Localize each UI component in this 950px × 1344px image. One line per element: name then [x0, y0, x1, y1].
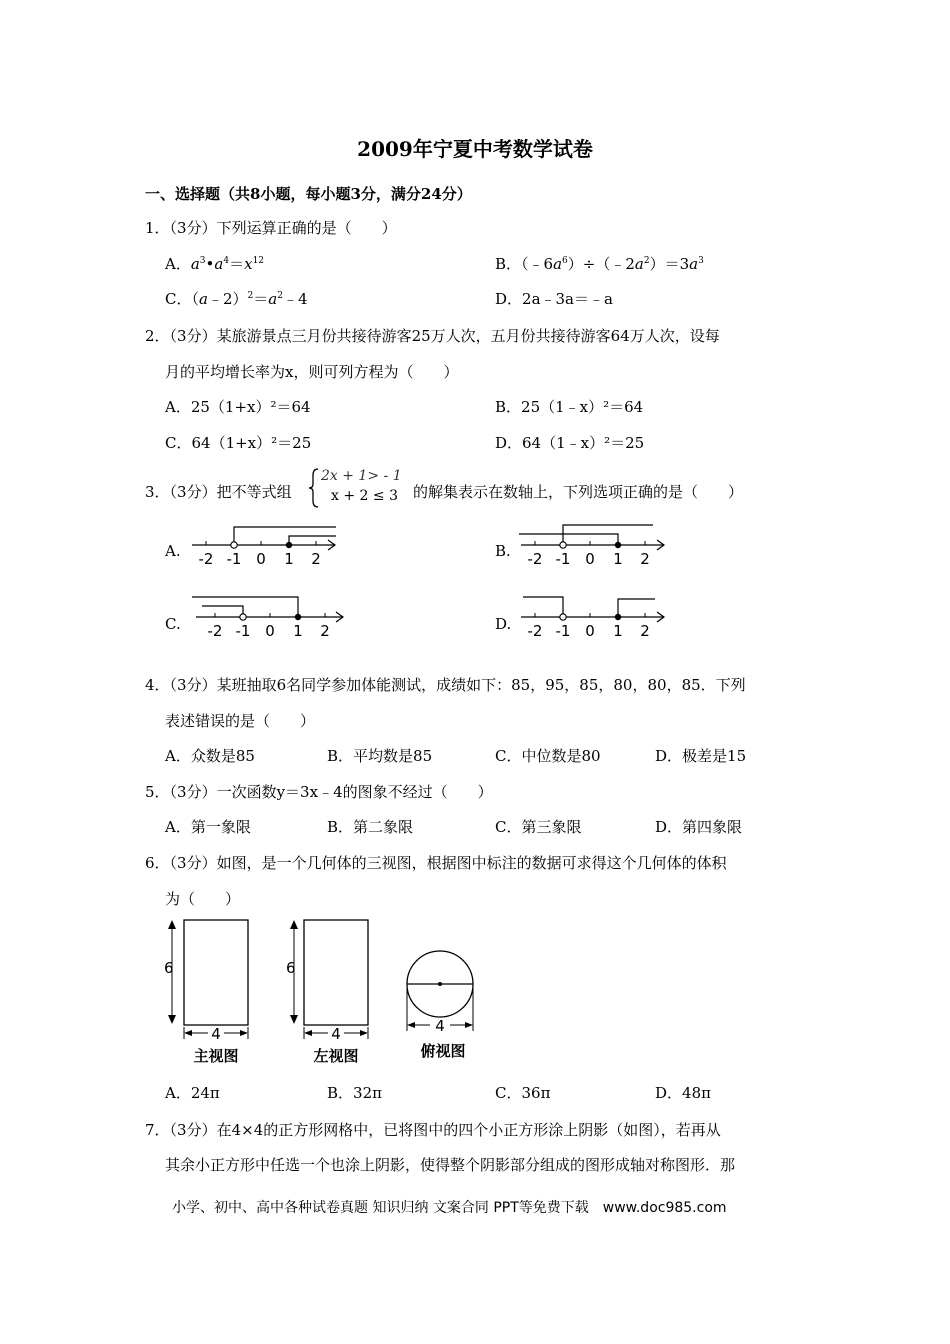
question-4-option-d: D．极差是15 — [655, 747, 747, 765]
number-line-a — [190, 522, 340, 568]
question-5-stem: 5．（3分）一次函数y＝3x﹣4的图象不经过（ ） — [145, 783, 493, 801]
question-5-option-c: C．第三象限 — [495, 818, 582, 836]
number-line-d — [519, 592, 669, 640]
question-5-option-a: A．第一象限 — [165, 818, 251, 836]
question-3-stem-prefix: 3．（3分）把不等式组 — [145, 483, 292, 501]
question-4-stem-line1: 4．（3分）某班抽取6名同学参加体能测试，成绩如下：85，95，85，80，80，85．下列 — [145, 676, 746, 694]
side-width-label: 4 — [331, 1025, 341, 1043]
side-view-caption: 左视图 — [313, 1047, 359, 1065]
tick-label: -1 — [555, 622, 571, 640]
three-view-figure — [160, 915, 490, 1070]
question-1-option-d: D．2a﹣3a＝﹣a — [495, 290, 613, 308]
tick-label: -1 — [226, 550, 242, 568]
question-2-option-a: A．25（1+x）²＝64 — [165, 398, 311, 416]
tick-label: 2 — [640, 550, 650, 568]
question-2-option-d: D．64（1﹣x）²＝25 — [495, 434, 645, 452]
question-1-option-b: B．$(﹣6a^6)\div(﹣2a^2)=3a^3$ — [495, 255, 704, 273]
tick-label: 2 — [640, 622, 650, 640]
question-3-option-a-label: A. — [165, 542, 181, 560]
question-6-option-a: A．24π — [165, 1084, 220, 1102]
question-5-option-b: B．第二象限 — [327, 818, 414, 836]
question-6-option-b: B．32π — [327, 1084, 382, 1102]
brace-icon — [308, 467, 320, 509]
top-view — [407, 951, 473, 1060]
tick-label: 2 — [311, 550, 321, 568]
tick-label: -2 — [207, 622, 223, 640]
question-1-option-a: A．$a^3•a^4=x^{12}$ — [165, 255, 265, 273]
question-4-option-c: C．中位数是80 — [495, 747, 601, 765]
question-2-option-b: B．25（1﹣x）²＝64 — [495, 398, 644, 416]
question-6-stem-line1: 6．（3分）如图，是一个几何体的三视图，根据图中标注的数据可求得这个几何体的体积 — [145, 854, 727, 872]
tick-label: 0 — [265, 622, 275, 640]
front-width-label: 4 — [211, 1025, 221, 1043]
question-5-option-d: D．第四象限 — [655, 818, 743, 836]
number-line-c — [190, 592, 348, 640]
front-view — [164, 920, 248, 1065]
tick-label: -2 — [527, 550, 543, 568]
question-6-stem-line2: 为（ ） — [165, 890, 241, 908]
question-3-option-d-label: D. — [495, 615, 512, 633]
tick-label: 1 — [613, 622, 623, 640]
page-title: 2009年宁夏中考数学试卷 — [357, 137, 593, 161]
top-view-caption: 俯视图 — [420, 1042, 466, 1060]
tick-label: 0 — [256, 550, 266, 568]
question-2-stem-line2: 月的平均增长率为x，则可列方程为（ ） — [165, 363, 459, 381]
tick-label: -2 — [527, 622, 543, 640]
tick-label: 1 — [613, 550, 623, 568]
question-1-stem: 1．（3分）下列运算正确的是（ ） — [145, 219, 397, 237]
question-3-stem-suffix: 的解集表示在数轴上，下列选项正确的是（ ） — [413, 483, 744, 501]
question-4-option-b: B．平均数是85 — [327, 747, 433, 765]
question-2-option-c: C．64（1+x）²＝25 — [165, 434, 312, 452]
side-view — [286, 920, 368, 1065]
question-2-stem-line1: 2．（3分）某旅游景点三月份共接待游客25万人次，五月份共接待游客64万人次，设每 — [145, 327, 720, 345]
question-4-stem-line2: 表述错误的是（ ） — [165, 712, 316, 730]
section-heading: 一、选择题（共8小题，每小题3分，满分24分） — [145, 185, 472, 203]
tick-label: 0 — [585, 550, 595, 568]
tick-label: 0 — [585, 622, 595, 640]
question-6-option-c: C．36π — [495, 1084, 551, 1102]
inequality-1: 2x + 1> - 1 — [321, 468, 402, 484]
question-1-option-c: C．$(a﹣2)^2=a^2﹣4$ — [165, 290, 308, 308]
question-3-option-c-label: C. — [165, 615, 181, 633]
tick-label: 1 — [293, 622, 303, 640]
tick-label: 2 — [320, 622, 330, 640]
tick-label: -1 — [555, 550, 571, 568]
front-height-label: 6 — [164, 959, 174, 977]
footer-text: 小学、初中、高中各种试卷真题 知识归纳 文案合同 PPT等免费下载 www.doc985.com — [172, 1200, 727, 1216]
inequality-2: x + 2 ≤ 3 — [331, 488, 398, 504]
number-line-b — [519, 520, 669, 568]
question-7-stem-line1: 7．（3分）在4×4的正方形网格中，已将图中的四个小正方形涂上阴影（如图），若再从 — [145, 1121, 721, 1139]
tick-label: 1 — [284, 550, 294, 568]
front-view-caption: 主视图 — [193, 1047, 239, 1065]
top-width-label: 4 — [435, 1017, 445, 1035]
tick-label: -2 — [198, 550, 214, 568]
question-7-stem-line2: 其余小正方形中任选一个也涂上阴影，使得整个阴影部分组成的图形成轴对称图形．那 — [165, 1156, 736, 1174]
question-6-option-d: D．48π — [655, 1084, 711, 1102]
question-3-option-b-label: B. — [495, 542, 511, 560]
question-4-option-a: A．众数是85 — [165, 747, 255, 765]
tick-label: -1 — [235, 622, 251, 640]
side-height-label: 6 — [286, 959, 296, 977]
